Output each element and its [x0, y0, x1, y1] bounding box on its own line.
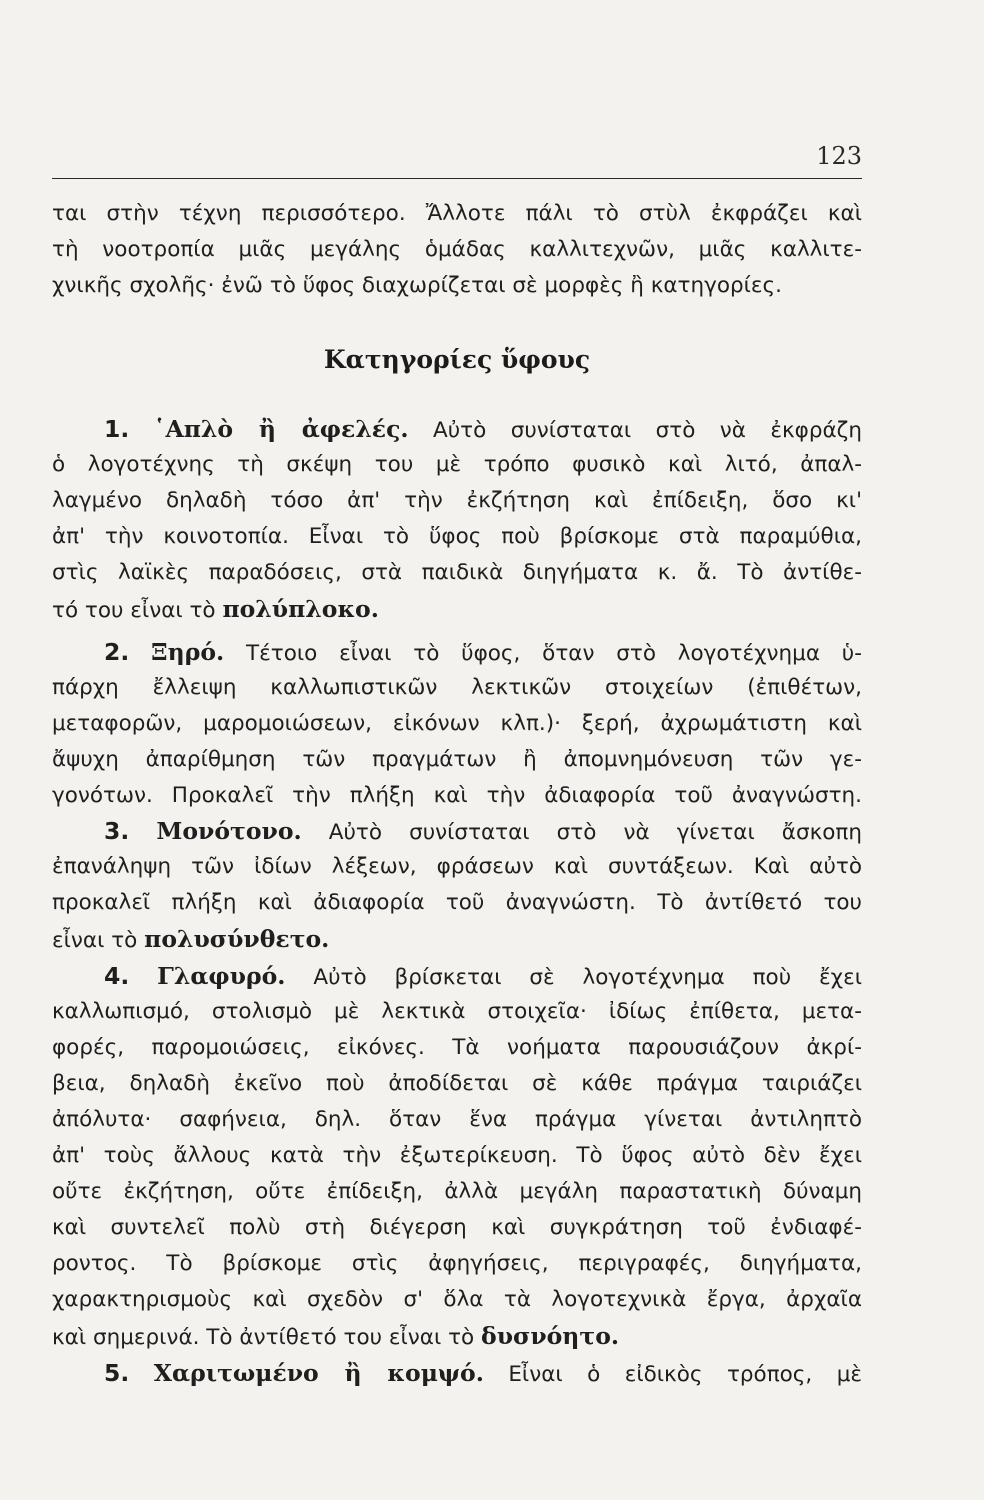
- text-line: πάρχη ἔλλειψη καλλωπιστικῶν λεκτικῶν στοιχείων (ἐπιθέτων,: [52, 675, 862, 700]
- category-title: Ξηρό.: [151, 638, 225, 666]
- section-heading: Κατηγορίες ὕφους: [323, 345, 591, 374]
- text-line: ται στὴν τέχνη περισσότερο. Ἄλλοτε πάλι τὸ στὺλ ἐκφράζει καὶ: [52, 201, 862, 226]
- category-title: Χαριτωμένο ἢ κομψό.: [153, 1359, 484, 1387]
- text-line: χνικῆς σχολῆς· ἐνῶ τὸ ὕφος διαχωρίζεται σὲ μορφὲς ἢ κατηγορίες.: [52, 273, 782, 298]
- text-line: καλλωπισμό, στολισμὸ μὲ λεκτικὰ στοιχεῖα· ἰδίως ἐπίθετα, μετα-: [52, 999, 862, 1024]
- category-number: 1.: [104, 415, 130, 443]
- text-line: μεταφορῶν, μαρομοιώσεων, εἰκόνων κλπ.)· ξερή, ἀχρωμάτιστη καὶ: [52, 711, 862, 736]
- header-rule: [52, 178, 862, 179]
- text-line: ἀπ' τὴν κοινοτοπία. Εἶναι τὸ ὕφος ποὺ βρίσκομε στὰ παραμύθια,: [52, 524, 862, 549]
- category-number: 5.: [104, 1359, 130, 1387]
- category-title: Μονότονο.: [156, 817, 302, 845]
- text-line: ἄψυχη ἀπαρίθμηση τῶν πραγμάτων ἢ ἀπομνημόνευση τῶν γε-: [52, 747, 862, 772]
- text-line: [52, 921, 862, 957]
- category-2: [52, 634, 862, 814]
- category-title: ῾Απλὸ ἢ ἀφελές.: [153, 415, 409, 443]
- text-line: ἀπ' τοὺς ἄλλους κατὰ τὴν ἐξωτερίκευση. Τὸ ὕφος αὐτὸ δὲν ἔχει: [52, 1143, 862, 1168]
- text-run: τό του εἶναι τὸ: [52, 598, 216, 623]
- page-number: 123: [816, 142, 862, 170]
- category-title-line: [52, 634, 862, 670]
- text-run: Εἶναι ὁ εἰδικὸς τρόπος, μὲ: [508, 1362, 862, 1387]
- opposite-term: δυσνόητο.: [481, 1322, 620, 1350]
- text-line: [52, 591, 862, 627]
- text-line: χαρακτηρισμοὺς καὶ σχεδὸν σ' ὅλα τὰ λογοτεχνικὰ ἔργα, ἀρχαῖα: [52, 1287, 862, 1312]
- category-number: 4.: [104, 962, 130, 990]
- text-line: καὶ συντελεῖ πολὺ στὴ διέγερση καὶ συγκράτηση τοῦ ἐνδιαφέ-: [52, 1215, 862, 1240]
- text-line: ἐπανάληψη τῶν ἰδίων λέξεων, φράσεων καὶ συντάξεων. Καὶ αὐτὸ: [52, 854, 862, 879]
- category-number: 2.: [104, 638, 130, 666]
- opposite-term: πολυσύνθετο.: [144, 925, 330, 953]
- text-run: Αὐτὸ συνίσταται στὸ νὰ ἐκφράζη: [433, 418, 862, 443]
- text-line: ροντος. Τὸ βρίσκομε στὶς ἀφηγήσεις, περιγραφές, διηγήματα,: [52, 1251, 862, 1276]
- text-line: [52, 1318, 862, 1354]
- category-title-line: [52, 958, 862, 994]
- category-4: [52, 958, 862, 1354]
- text-run: Τέτοιο εἶναι τὸ ὕφος, ὅταν στὸ λογοτέχνημα ὑ-: [246, 641, 862, 666]
- text-run: καὶ σημερινά. Τὸ ἀντίθετό του εἶναι τὸ: [52, 1325, 475, 1350]
- text-line: ὁ λογοτέχνης τὴ σκέψη του μὲ τρόπο φυσικὸ καὶ λιτό, ἀπαλ-: [52, 452, 862, 477]
- category-title-line: [52, 411, 862, 447]
- text-line: λαγμένο δηλαδὴ τόσο ἀπ' τὴν ἐκζήτηση καὶ ἐπίδειξη, ὅσο κι': [52, 488, 862, 513]
- text-run: Αὐτὸ συνίσταται στὸ νὰ γίνεται ἄσκοπη: [328, 820, 862, 845]
- text-line: ἀπόλυτα· σαφήνεια, δηλ. ὅταν ἕνα πράγμα γίνεται ἀντιληπτὸ: [52, 1107, 862, 1132]
- text-line: οὔτε ἐκζήτηση, οὔτε ἐπίδειξη, ἀλλὰ μεγάλη παραστατικὴ δύναμη: [52, 1179, 862, 1204]
- category-5: [52, 1355, 862, 1391]
- text-run: Αὐτὸ βρίσκεται σὲ λογοτέχνημα ποὺ ἔχει: [313, 965, 862, 990]
- text-line: στὶς λαϊκὲς παραδόσεις, στὰ παιδικὰ διηγήματα κ. ἄ. Τὸ ἀντίθε-: [52, 560, 862, 585]
- text-line: γονότων. Προκαλεῖ τὴν πλήξη καὶ τὴν ἀδιαφορία τοῦ ἀναγνώστη.: [52, 783, 862, 808]
- text-line: τὴ νοοτροπία μιᾶς μεγάλης ὁμάδας καλλιτεχνῶν, μιᾶς καλλιτε-: [52, 237, 862, 262]
- category-title: Γλαφυρό.: [157, 962, 286, 990]
- category-title-line: [52, 813, 862, 849]
- text-line: φορές, παρομοιώσεις, εἰκόνες. Τὰ νοήματα παρουσιάζουν ἀκρί-: [52, 1035, 862, 1060]
- category-1: [52, 411, 862, 627]
- category-number: 3.: [104, 817, 130, 845]
- text-line: βεια, δηλαδὴ ἐκεῖνο ποὺ ἀποδίδεται σὲ κάθε πράγμα ταιριάζει: [52, 1071, 862, 1096]
- text-run: εἶναι τὸ: [52, 928, 138, 953]
- text-line: προκαλεῖ πλήξη καὶ ἀδιαφορία τοῦ ἀναγνώστη. Τὸ ἀντίθετό του: [52, 890, 862, 915]
- intro-paragraph: [52, 196, 862, 304]
- category-title-line: [52, 1355, 862, 1391]
- opposite-term: πολύπλοκο.: [222, 595, 379, 623]
- category-3: [52, 813, 862, 957]
